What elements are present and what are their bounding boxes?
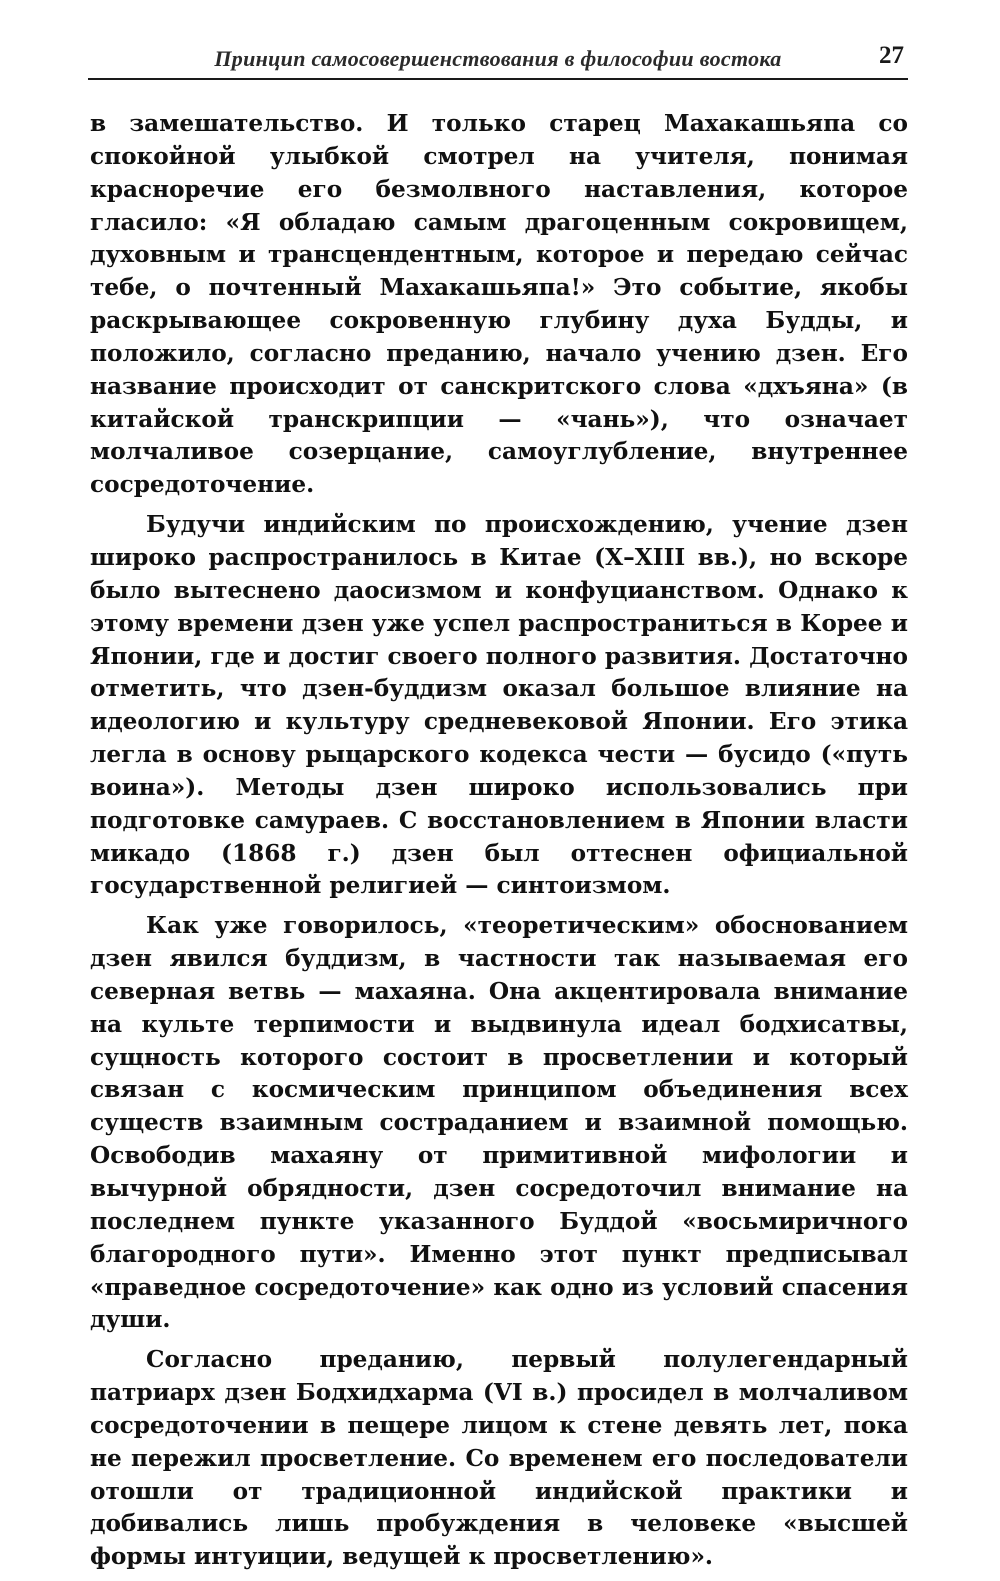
page-number: 27 [879, 42, 904, 69]
body-text [90, 108, 908, 1581]
paragraph-1: в замешательство. И только старец Махакашьяпа со спокойной улыбкой смотрел на учителя, понимая красноречие его безмолвного наставления, которое гласило: «Я обладаю самым драгоценным сокровищем, духовным и трансцендентным, которое и передаю сейчас тебе, о почтенный Махакашьяпа!» Это событие, якобы раскрывающее сокровенную глубину духа Будды, и положило, согласно преданию, начало учению дзен. Его название происходит от санскритского слова «дхъяна» (в китайской транскрипции — «чань»), что означает молчаливое созерцание, самоуглубление, внутреннее сосредоточение. [90, 110, 908, 499]
header-rule [88, 78, 908, 80]
running-title: Принцип самосовершенствования в философии востока [214, 46, 782, 71]
running-head [88, 40, 908, 78]
paragraph-3: Как уже говорилось, «теоретическим» обоснованием дзен явился буддизм, в частности так называемая его северная ветвь — махаяна. Она акцентировала внимание на культе терпимости и выдвинула идеал бодхисатвы, сущность которого состоит в просветлении и который связан с космическим принципом объединения всех существ взаимным состраданием и взаимной помощью. Освободив махаяну от примитивной мифологии и вычурной обрядности, дзен сосредоточил внимание на последнем пункте указанного Буддой «восьмиричного благородного пути». Именно этот пункт предписывал «праведное сосредоточение» как одно из условий спасения души. [90, 912, 908, 1334]
paragraph-4: Согласно преданию, первый полулегендарный патриарх дзен Бодхидхарма (VI в.) просидел в молчаливом сосредоточении в пещере лицом к стене девять лет, пока не пережил просветление. Со временем его последователи отошли от традиционной индийской практики и добивались лишь пробуждения в человеке «высшей формы интуиции, ведущей к просветлению». [90, 1346, 908, 1571]
paragraph-2: Будучи индийским по происхождению, учение дзен широко распространилось в Китае (X–XIII вв.), но вскоре было вытеснено даосизмом и конфуцианством. Однако к этому времени дзен уже успел распространиться в Корее и Японии, где и достиг своего полного развития. Достаточно отметить, что дзен-буддизм оказал большое влияние на идеологию и культуру средневековой Японии. Его этика легла в основу рыцарского кодекса чести — бусидо («путь воина»). Методы дзен широко использовались при подготовке самураев. С восстановлением в Японии власти микадо (1868 г.) дзен был оттеснен официальной государственной религией — синтоизмом. [90, 511, 908, 900]
